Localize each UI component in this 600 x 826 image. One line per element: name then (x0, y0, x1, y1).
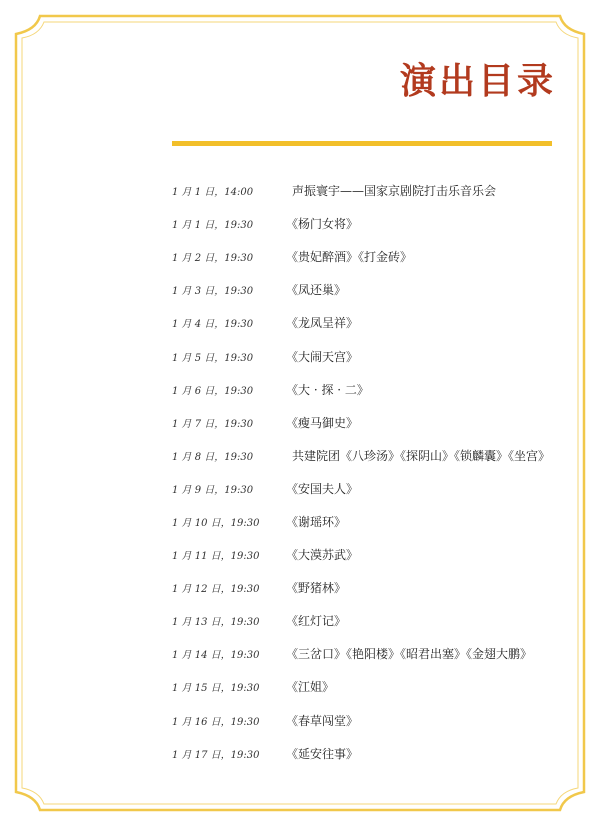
schedule-date: 1 月 8 日，19:30 (172, 451, 254, 463)
schedule-date: 1 月 2 日，19:30 (172, 253, 254, 265)
schedule-row (172, 538, 572, 571)
schedule-date: 1 月 10 日，19:30 (172, 517, 260, 529)
schedule-title: 《大 · 探 · 二》 (286, 382, 369, 397)
schedule-title: 《谢瑶环》 (286, 514, 347, 529)
schedule-row (172, 637, 572, 670)
schedule-title: 《江姐》 (286, 680, 335, 695)
schedule-title: 《春草闯堂》 (286, 713, 359, 728)
schedule-date: 1 月 17 日，19:30 (172, 749, 260, 761)
schedule-title: 《龙凤呈祥》 (286, 316, 359, 331)
schedule-date: 1 月 16 日，19:30 (172, 716, 260, 728)
schedule-date: 1 月 14 日，19:30 (172, 650, 260, 662)
schedule-row (172, 604, 572, 637)
schedule-date: 1 月 1 日，19:30 (172, 220, 254, 232)
schedule-date: 1 月 12 日，19:30 (172, 584, 260, 596)
schedule-row (172, 571, 572, 604)
schedule-row (172, 207, 572, 240)
schedule-row (172, 373, 572, 406)
schedule-date: 1 月 13 日，19:30 (172, 617, 260, 629)
schedule-title: 声振寰宇——国家京剧院打击乐音乐会 (292, 184, 497, 199)
schedule-title: 共建院团《八珍汤》《探阴山》《锁麟囊》《坐宫》 (292, 448, 551, 463)
schedule-row (172, 306, 572, 339)
schedule-date: 1 月 4 日，19:30 (172, 319, 254, 331)
schedule-row (172, 737, 572, 770)
schedule-date: 1 月 3 日，19:30 (172, 286, 254, 298)
schedule-row (172, 174, 572, 207)
schedule-date: 1 月 1 日，14:00 (172, 187, 254, 199)
schedule-date: 1 月 7 日，19:30 (172, 418, 254, 430)
schedule-row (172, 670, 572, 703)
schedule-title: 《野猪林》 (286, 581, 347, 596)
schedule-row (172, 240, 572, 273)
schedule-date: 1 月 9 日，19:30 (172, 484, 254, 496)
schedule-title: 《安国夫人》 (286, 481, 359, 496)
schedule-title: 《大闹天宫》 (286, 349, 359, 364)
page-title: 演出目录 (399, 61, 556, 102)
schedule-title: 《杨门女将》 (286, 217, 359, 232)
schedule-title: 《三岔口》《艳阳楼》《昭君出塞》《金翅大鹏》 (286, 647, 533, 662)
schedule-title: 《大漠苏武》 (286, 548, 359, 563)
schedule-row (172, 339, 572, 372)
schedule-row (172, 273, 572, 306)
performance-schedule (172, 174, 572, 770)
schedule-title: 《贵妃醉酒》《打金砖》 (286, 250, 413, 265)
schedule-title: 《凤还巢》 (286, 283, 347, 298)
schedule-date: 1 月 11 日，19:30 (172, 551, 260, 563)
schedule-date: 1 月 5 日，19:30 (172, 352, 254, 364)
schedule-title: 《红灯记》 (286, 614, 347, 629)
schedule-row (172, 406, 572, 439)
schedule-row (172, 439, 572, 472)
schedule-date: 1 月 15 日，19:30 (172, 683, 260, 695)
schedule-title: 《瘦马御史》 (286, 415, 359, 430)
schedule-row (172, 704, 572, 737)
title-underline (172, 141, 552, 146)
schedule-title: 《延安往事》 (286, 746, 359, 761)
schedule-row (172, 505, 572, 538)
schedule-row (172, 472, 572, 505)
schedule-date: 1 月 6 日，19:30 (172, 385, 254, 397)
